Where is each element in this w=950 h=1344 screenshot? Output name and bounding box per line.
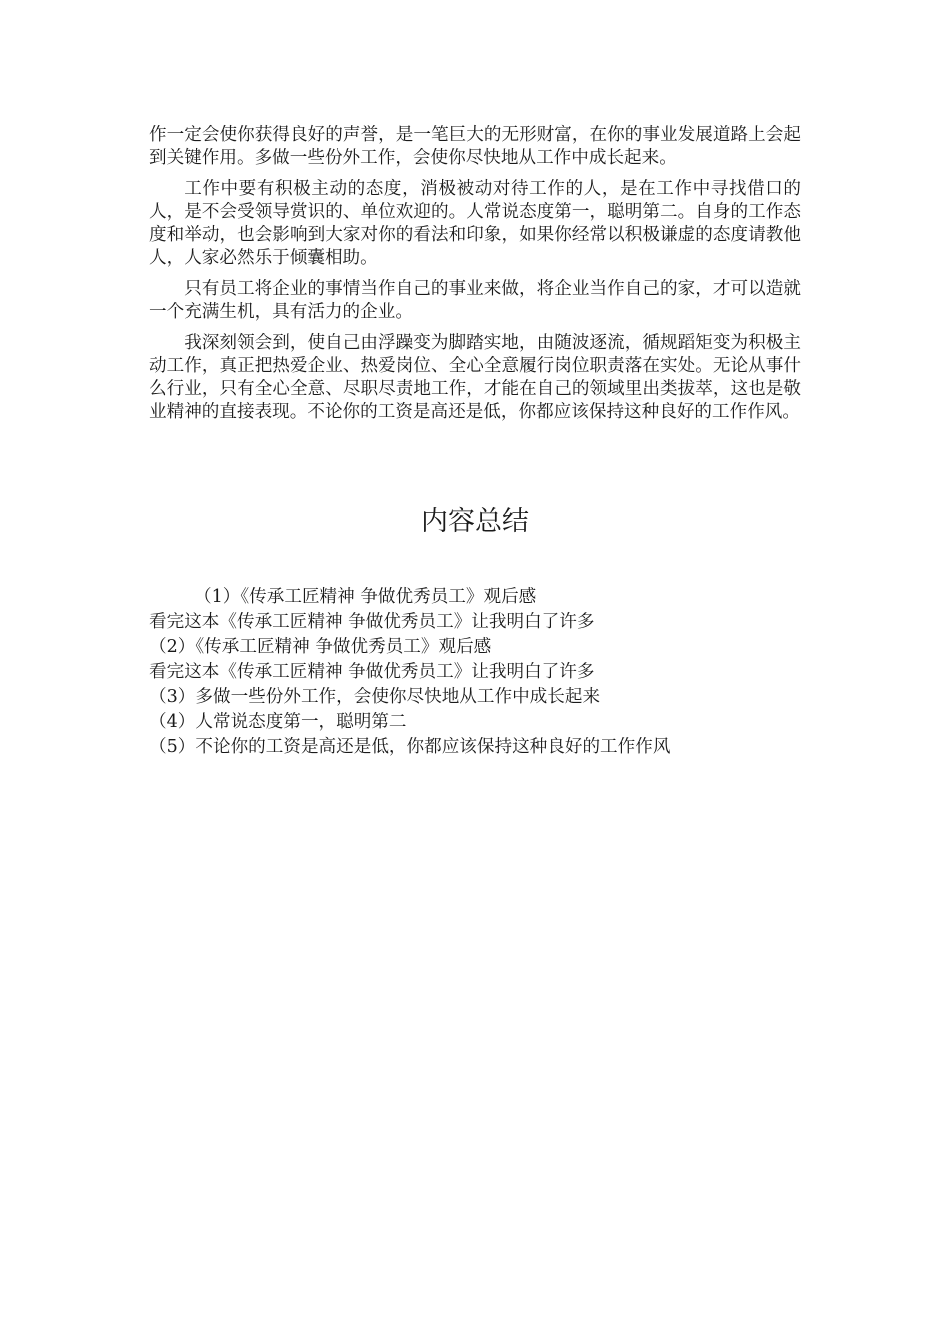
summary-item: （5）不论你的工资是高还是低，你都应该保持这种良好的工作作风	[149, 737, 671, 757]
summary-title: 内容总结	[421, 506, 529, 537]
paragraph-attitude: 工作中要有积极主动的态度，消极被动对待工作的人，是在工作中寻找借口的人，是不会受领导赏识的、单位欢迎的。人常说态度第一，聪明第二。自身的工作态度和举动，也会影响到大家对你的看法和印象，如果你经常以积极谦虚的态度请教他人，人家必然乐于倾囊相助。	[149, 179, 801, 268]
summary-item: （3）多做一些份外工作，会使你尽快地从工作中成长起来	[149, 687, 601, 707]
paragraph-reflection: 我深刻领会到，使自己由浮躁变为脚踏实地，由随波逐流，循规蹈矩变为积极主动工作，真正把热爱企业、热爱岗位、全心全意履行岗位职责落在实处。无论从事什么行业，只有全心全意、尽职尽责地工作，才能在自己的领域里出类拔萃，这也是敬业精神的直接表现。不论你的工资是高还是低，你都应该保持这种良好的工作作风。	[149, 333, 801, 422]
paragraph-enterprise: 只有员工将企业的事情当作自己的事业来做，将企业当作自己的家，才可以造就一个充满生机，具有活力的企业。	[149, 279, 801, 322]
body-text	[149, 124, 801, 432]
summary-list	[149, 585, 809, 760]
summary-item: （4）人常说态度第一，聪明第二	[149, 712, 407, 732]
summary-item: （1）《传承工匠精神 争做优秀员工》观后感	[194, 587, 537, 607]
summary-item: 看完这本《传承工匠精神 争做优秀员工》让我明白了许多	[149, 662, 595, 682]
summary-item: （2）《传承工匠精神 争做优秀员工》观后感	[149, 637, 492, 657]
paragraph-continuation: 作一定会使你获得良好的声誉，是一笔巨大的无形财富，在你的事业发展道路上会起到关键作用。多做一些份外工作，会使你尽快地从工作中成长起来。	[149, 125, 801, 168]
summary-item: 看完这本《传承工匠精神 争做优秀员工》让我明白了许多	[149, 612, 595, 632]
